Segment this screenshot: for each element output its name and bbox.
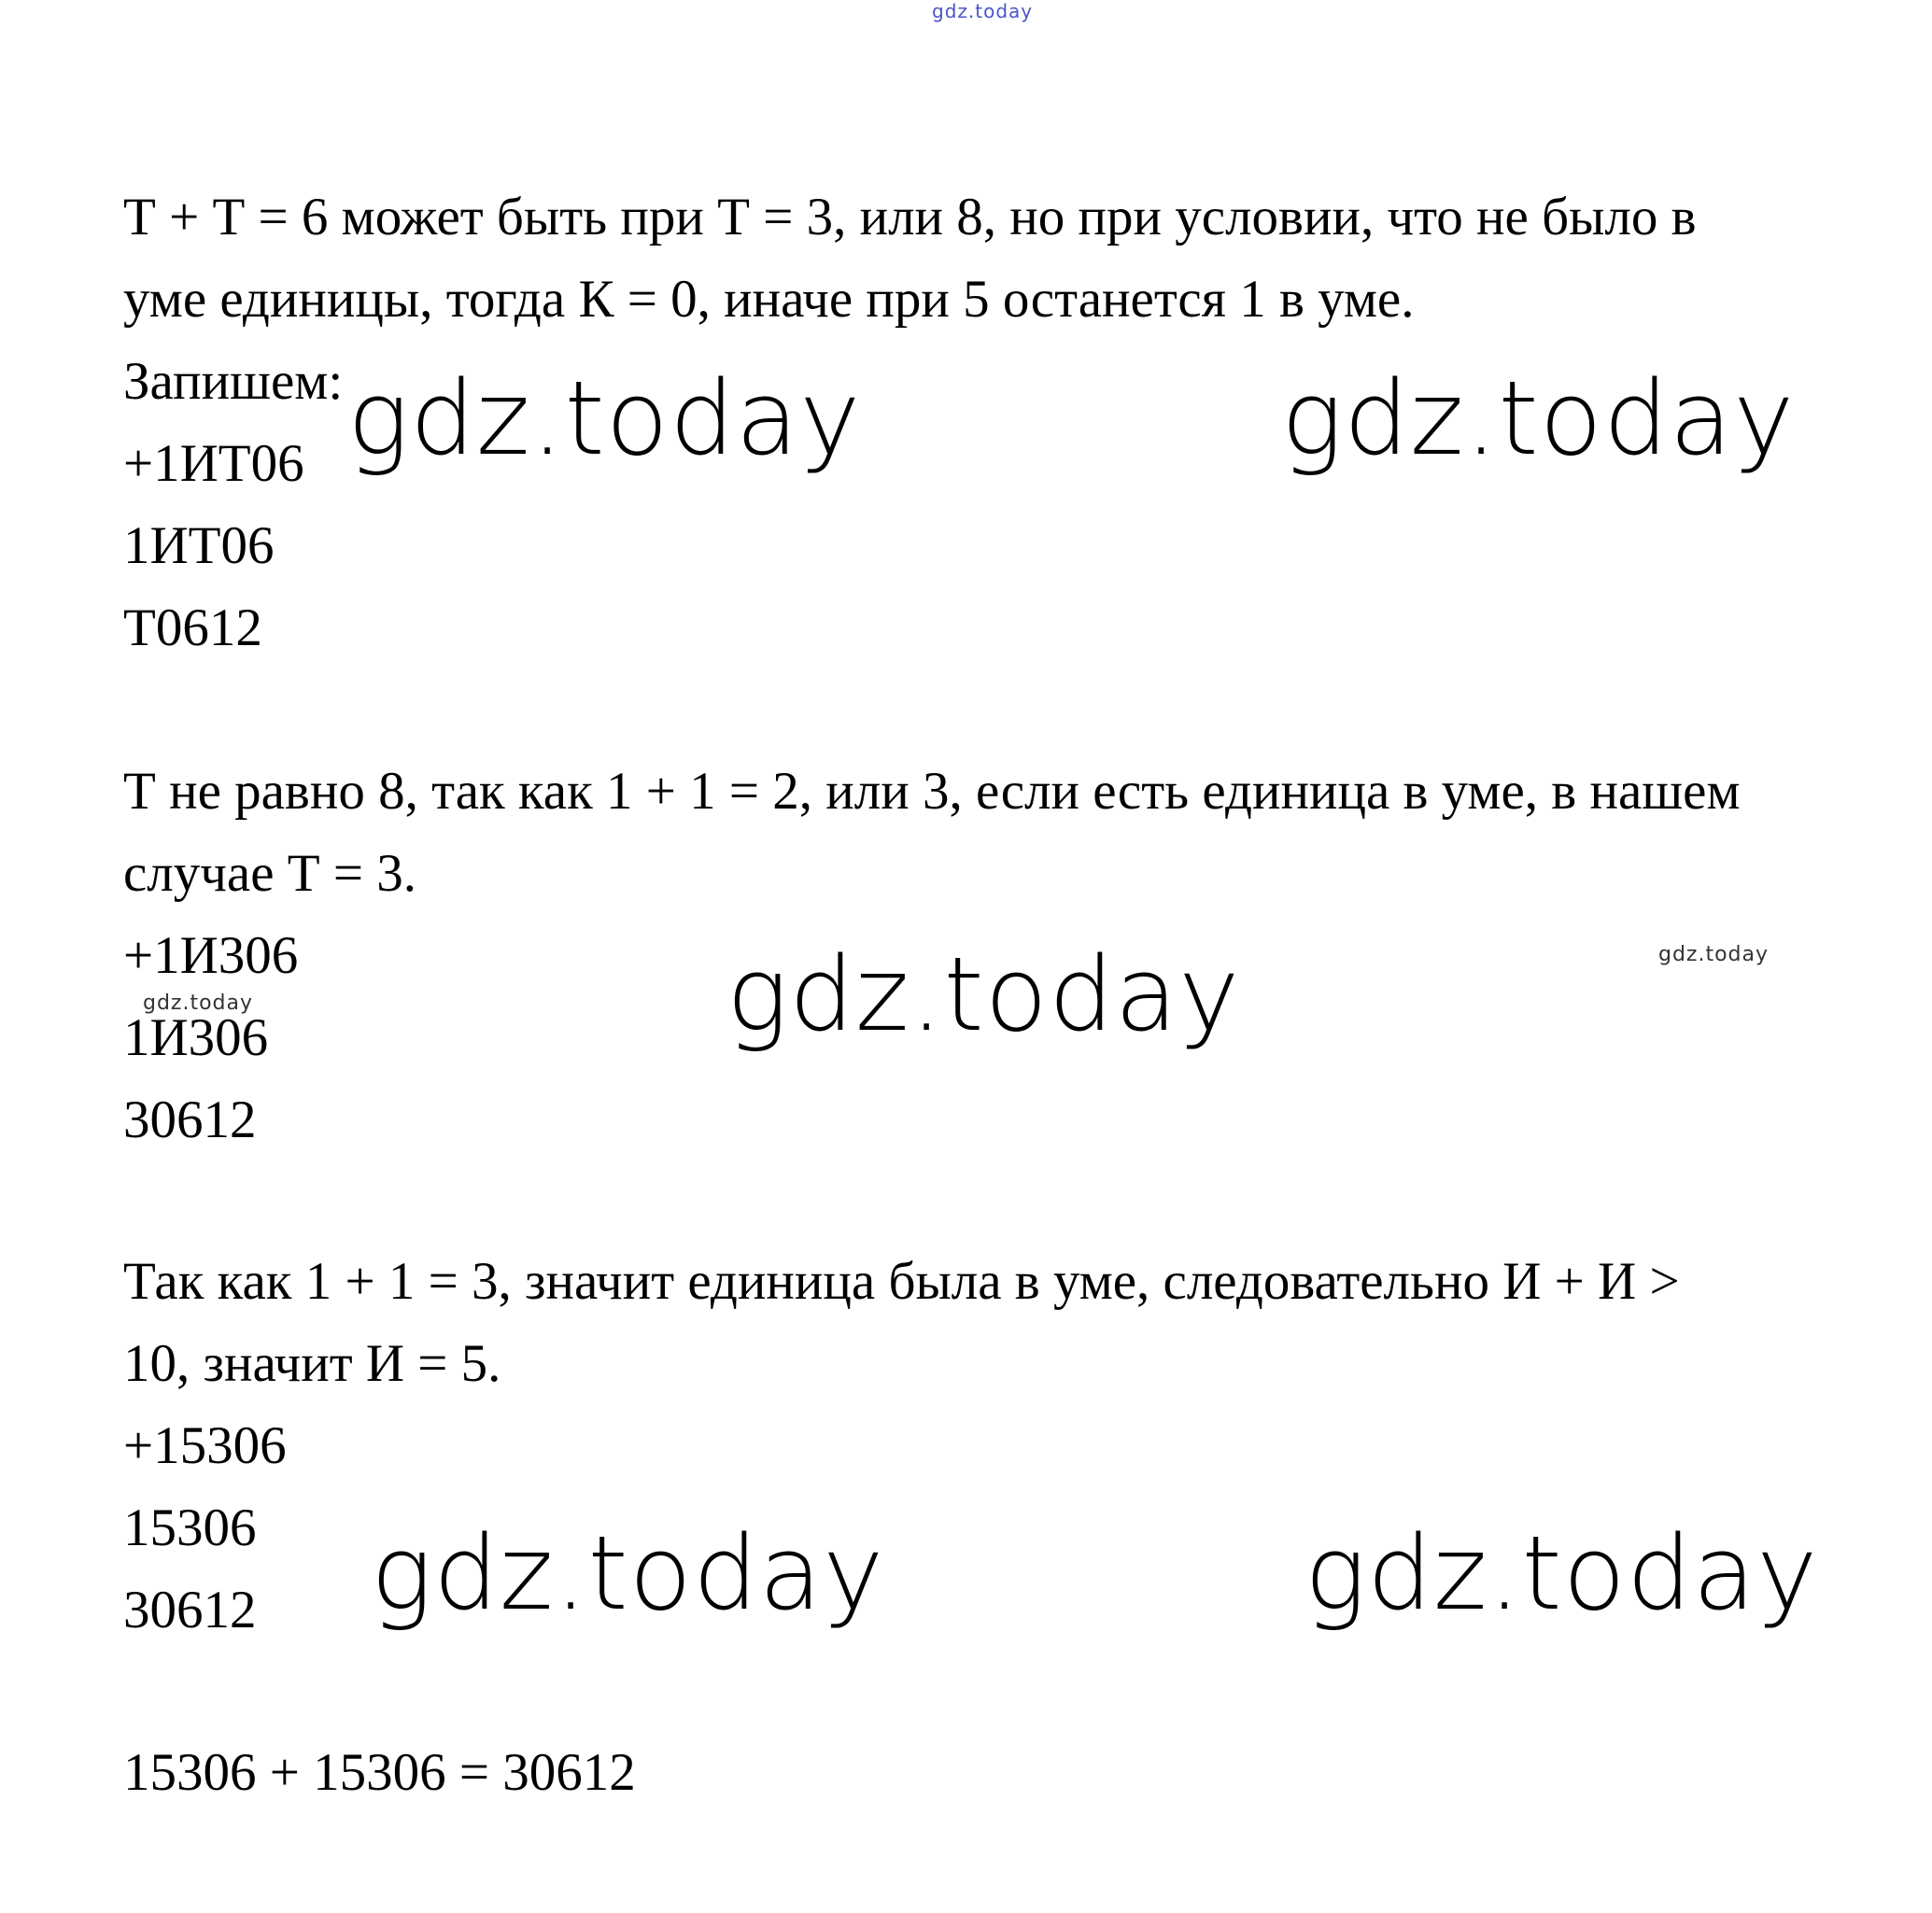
equation-row: 15306 xyxy=(123,1498,257,1557)
watermark-small: gdz.today xyxy=(143,992,254,1015)
text-line: Т + Т = 6 может быть при Т = 3, или 8, но при условии, что не было в xyxy=(123,188,1697,246)
text-line: Т не равно 8, так как 1 + 1 = 2, или 3, если есть единица в уме, в нашем xyxy=(123,762,1741,821)
text-line: уме единицы, тогда К = 0, иначе при 5 останется 1 в уме. xyxy=(123,270,1415,329)
equation-row: +1И306 xyxy=(123,926,299,985)
text-label: Запишем: xyxy=(123,352,344,411)
equation-row: 30612 xyxy=(123,1581,257,1639)
text-line: 10, значит И = 5. xyxy=(123,1334,501,1393)
equation-row: 1ИТ06 xyxy=(123,516,275,575)
watermark: gdz.today xyxy=(347,359,862,478)
equation-row: 1И306 xyxy=(123,1008,269,1067)
watermark: gdz.today xyxy=(726,935,1241,1054)
final-equation: 15306 + 15306 = 30612 xyxy=(123,1743,636,1802)
watermark: gdz.today xyxy=(1281,359,1796,478)
equation-row: Т0612 xyxy=(123,598,262,657)
equation-row: +15306 xyxy=(123,1416,287,1475)
watermark-top: gdz.today xyxy=(932,0,1034,22)
watermark: gdz.today xyxy=(371,1513,885,1633)
equation-row: 30612 xyxy=(123,1090,257,1149)
text-line: Так как 1 + 1 = 3, значит единица была в уме, следовательно И + И > xyxy=(123,1252,1680,1311)
text-line: случае Т = 3. xyxy=(123,844,416,903)
watermark: gdz.today xyxy=(1304,1513,1819,1633)
watermark-small: gdz.today xyxy=(1658,943,1770,966)
equation-row: +1ИТ06 xyxy=(123,434,304,493)
